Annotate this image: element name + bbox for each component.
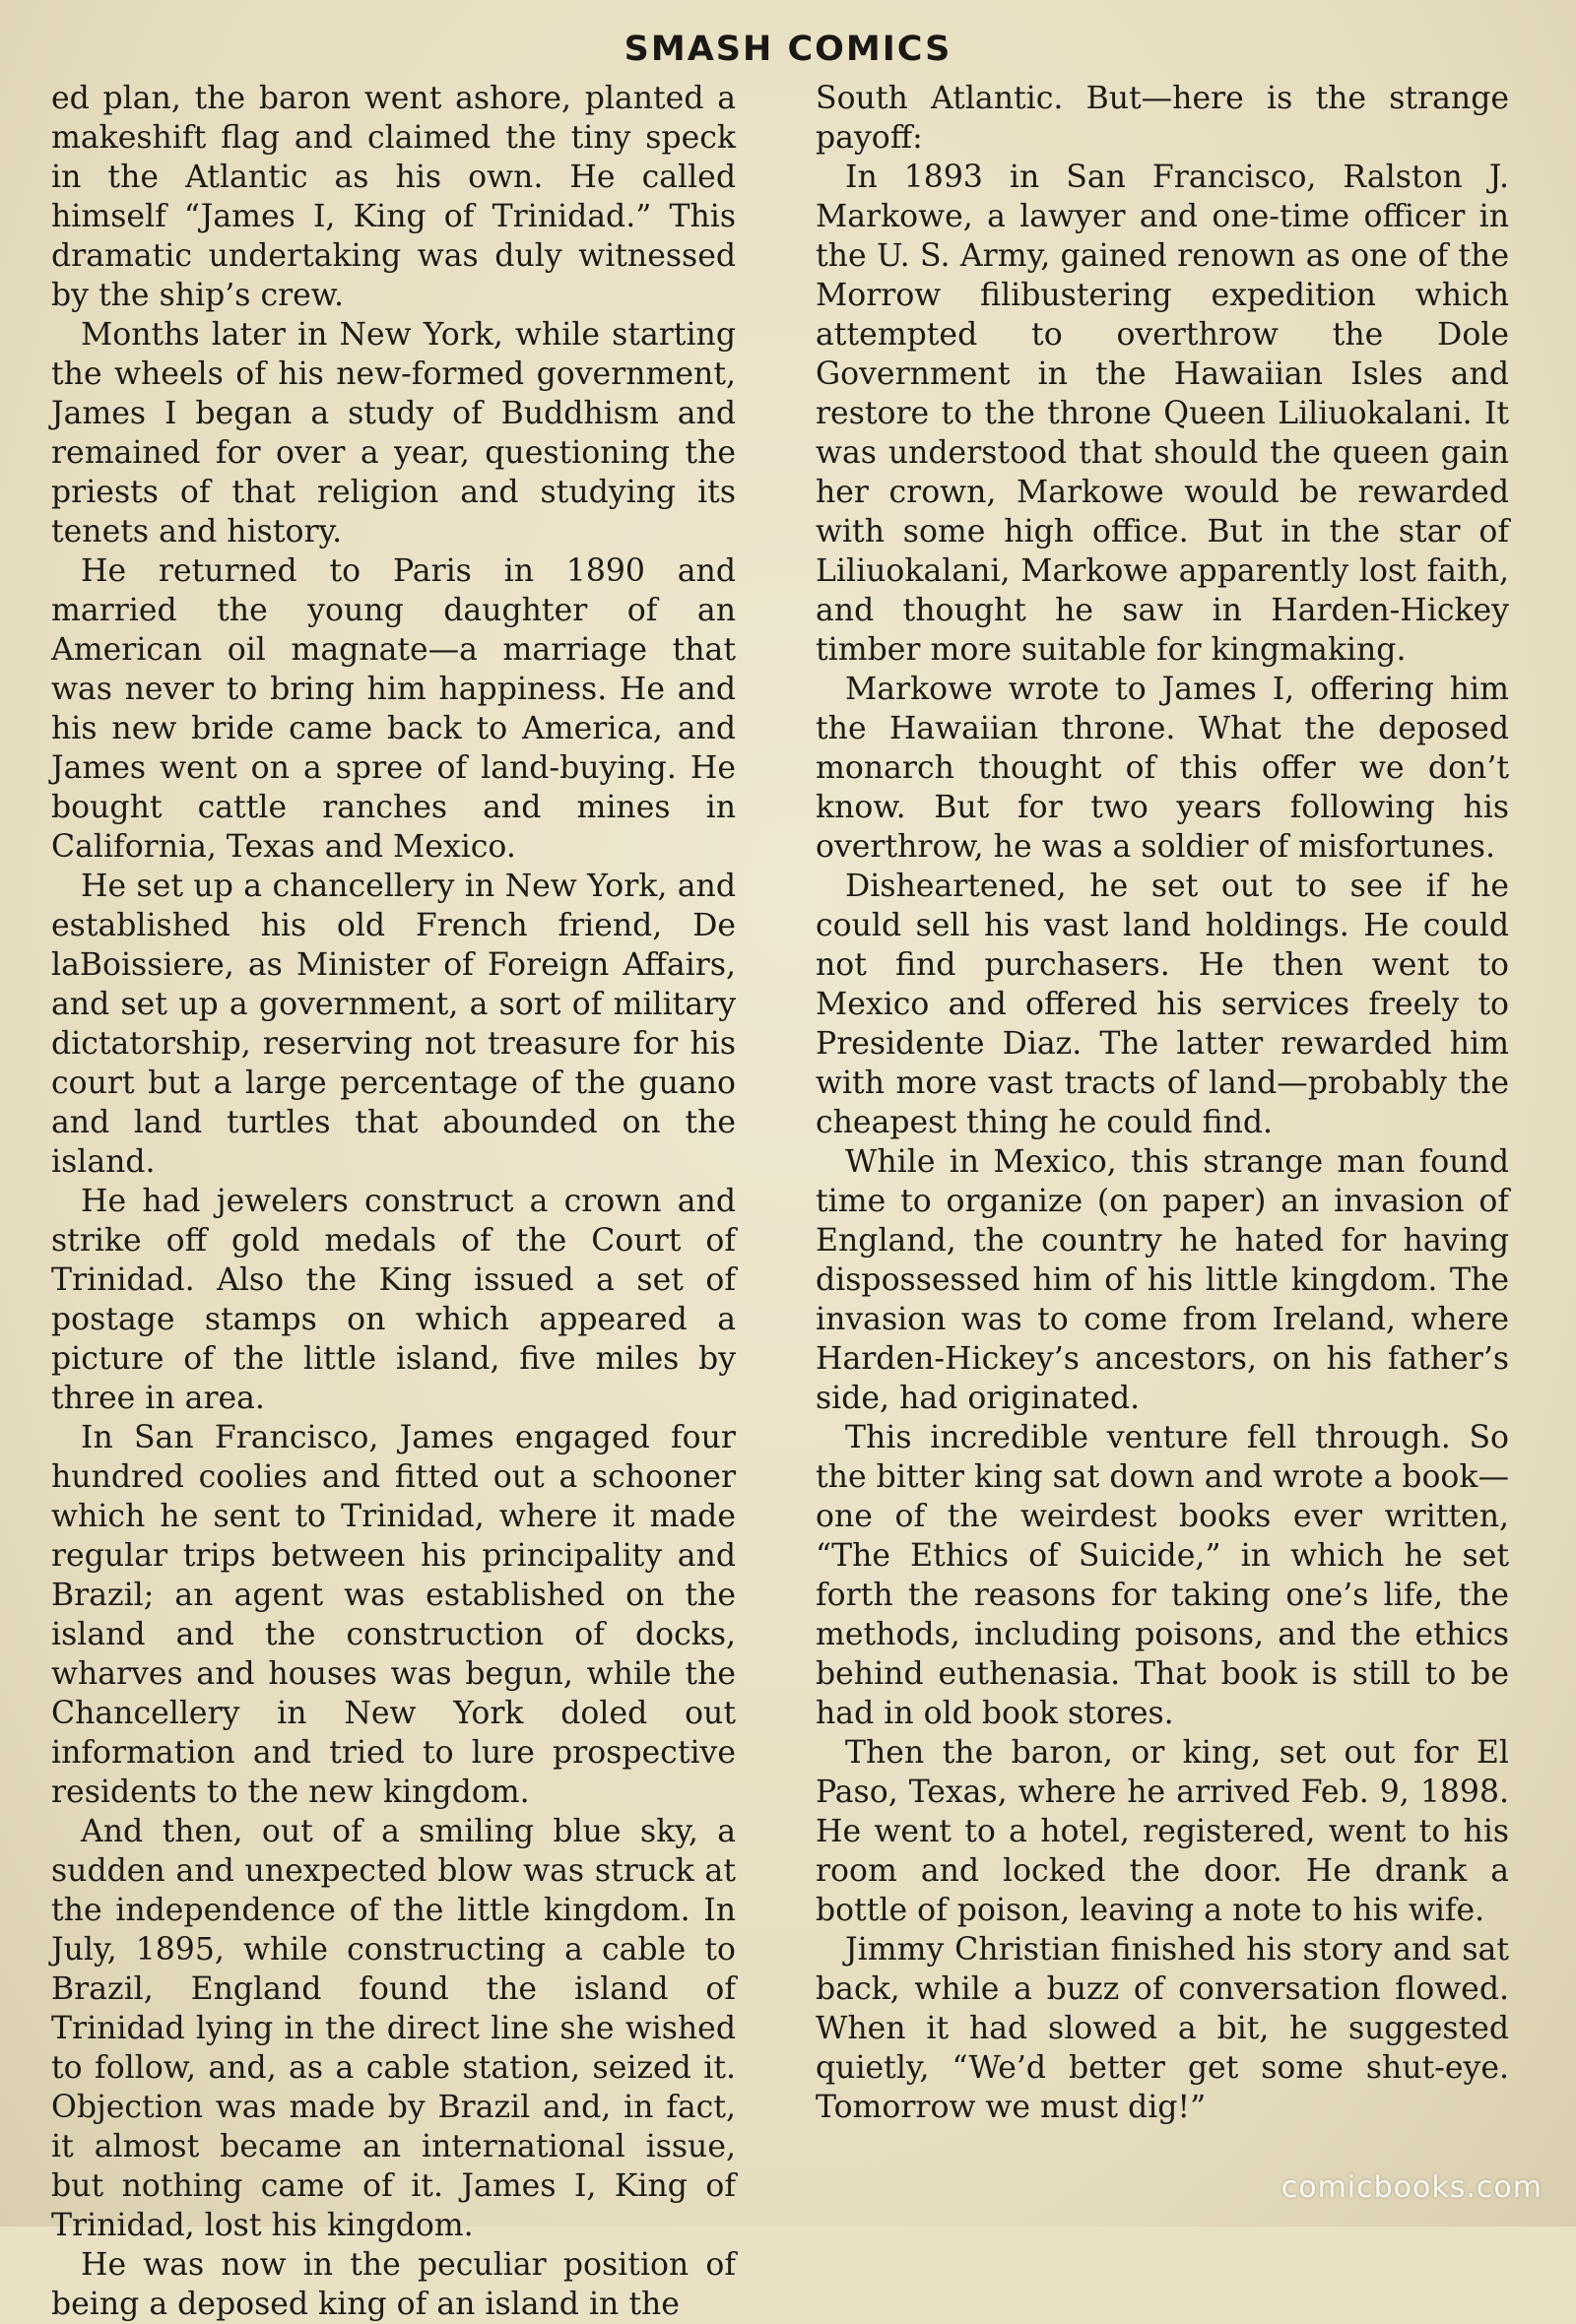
left-column xyxy=(51,79,736,2324)
paragraph: And then, out of a smiling blue sky, a sudden and unexpected blow was struck at the independence of the little kingdom. In July, 1895, while constructing a cable to Brazil, England found the island of Trinidad lying in the direct line she wished to follow, and, as a cable station, seized it. Objection was made by Brazil and, in fact, it almost became an international issue, but nothing came of it. James I, King of Trinidad, lost his kingdom. xyxy=(51,1814,736,2243)
paragraph: Disheartened, he set out to see if he could sell his vast land holdings. He could not find purchasers. He then went to Mexico and offered his services freely to Presidente Diaz. The latter rewarded him with more vast tracts of land—probably the cheapest thing he could find. xyxy=(816,869,1509,1140)
paragraph: In 1893 in San Francisco, Ralston J. Markowe, a lawyer and one-time officer in the U. S. Army, gained renown as one of the Morrow filibustering expedition which attempted to overthrow the Dole Government in the Hawaiian Isles and restore to the throne Queen Liliuokalani. It was understood that should the queen gain her crown, Markowe would be rewarded with some high office. But in the star of Liliuokalani, Markowe apparently lost faith, and thought he saw in Harden-Hickey timber more suitable for kingmaking. xyxy=(816,160,1509,668)
paragraph: ed plan, the baron went ashore, planted a makeshift flag and claimed the tiny speck in the Atlantic as his own. He called himself “James I, King of Trinidad.” This dramatic undertaking was duly witnessed by the ship’s crew. xyxy=(51,81,736,313)
paragraph: Markowe wrote to James I, offering him the Hawaiian throne. What the deposed monarch thought of this offer we don’t know. But for two years following his overthrow, he was a soldier of misfortunes. xyxy=(816,672,1509,865)
paragraph: He was now in the peculiar position of being a deposed king of an island in the xyxy=(51,2247,736,2322)
site-watermark: comicbooks.com xyxy=(1280,2170,1543,2205)
paragraph: Then the baron, or king, set out for El Paso, Texas, where he arrived Feb. 9, 1898. He went to a hotel, registered, went to his room and locked the door. He drank a bottle of poison, leaving a note to his wife. xyxy=(816,1735,1509,1928)
page-header: SMASH COMICS xyxy=(624,30,952,69)
paragraph: Jimmy Christian finished his story and sat back, while a buzz of conversation flowed. When it had slowed a bit, he suggested quietly, “We’d better get some shut-eye. Tomorrow we must dig!” xyxy=(816,1932,1509,2125)
paragraph: He had jewelers construct a crown and strike off gold medals of the Court of Trinidad. Also the King issued a set of postage stamps on which appeared a picture of the little island, five miles by three in area. xyxy=(51,1184,736,1416)
paragraph: Months later in New York, while starting the wheels of his new-formed government, James I began a study of Buddhism and remained for over a year, questioning the priests of that religion and studying its tenets and history. xyxy=(51,317,736,549)
paragraph: This incredible venture fell through. So the bitter king sat down and wrote a book—one of the weirdest books ever written, “The Ethics of Suicide,” in which he set forth the reasons for taking one’s life, the methods, including poisons, and the ethics behind euthenasia. That book is still to be had in old book stores. xyxy=(816,1420,1509,1731)
paragraph: He set up a chancellery in New York, and established his old French friend, De laBoissiere, as Minister of Foreign Affairs, and set up a government, a sort of military dictatorship, reserving not treasure for his court but a large percentage of the guano and land turtles that abounded on the island. xyxy=(51,869,736,1180)
right-column xyxy=(816,79,1509,2127)
paragraph: He returned to Paris in 1890 and married the young daughter of an American oil magnate—a marriage that was never to bring him happiness. He and his new bride came back to America, and James went on a spree of land-buying. He bought cattle ranches and mines in California, Texas and Mexico. xyxy=(51,553,736,865)
paragraph: In San Francisco, James engaged four hundred coolies and fitted out a schooner which he sent to Trinidad, where it made regular trips between his principality and Brazil; an agent was established on the island and the construction of docks, wharves and houses was begun, while the Chancellery in New York doled out information and tried to lure prospective residents to the new kingdom. xyxy=(51,1420,736,1810)
paragraph: South Atlantic. But—here is the strange payoff: xyxy=(816,81,1509,156)
paragraph: While in Mexico, this strange man found time to organize (on paper) an invasion of England, the country he hated for having dispossessed him of his little kingdom. The invasion was to come from Ireland, where Harden-Hickey’s ancestors, on his father’s side, had originated. xyxy=(816,1144,1509,1416)
